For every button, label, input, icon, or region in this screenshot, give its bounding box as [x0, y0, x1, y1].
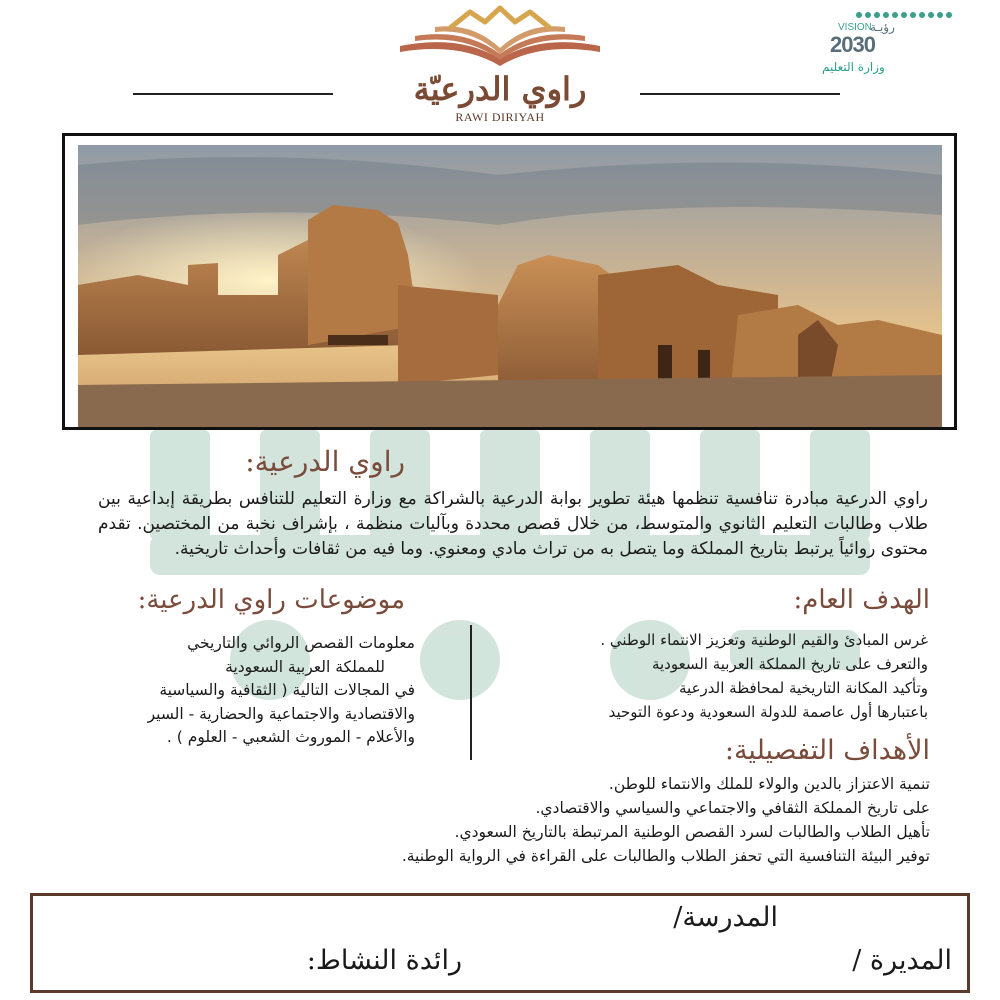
list-item: تأهيل الطلاب والطالبات لسرد القصص الوطنية المرتبطة بالتاريخ السعودي. [454, 823, 930, 841]
logo-english-text: RAWI DIRIYAH [455, 110, 545, 124]
list-item: توفير البيئة التنافسية التي تحفز الطلاب والطالبات على القراءة في الرواية الوطنية. [401, 847, 930, 865]
intro-title: راوي الدرعية: [245, 445, 405, 478]
list-item: وتأكيد المكانة التاريخية لمحافظة الدرعية [679, 679, 928, 697]
detailed-goals-list [230, 772, 930, 868]
vision-year: 2030 [830, 32, 875, 57]
diriyah-ruins-photo [78, 145, 942, 427]
list-item: تنمية الاعتزاز بالدين والولاء للملك والانتماء للوطن. [608, 775, 930, 793]
general-goal-title: الهدف العام: [793, 585, 930, 615]
topics-line: في المجالات التالية ( الثقافية والسياسية [159, 681, 415, 699]
header-rule-right [640, 93, 840, 95]
logo-arabic-text: راوي الدرعيّة [413, 70, 587, 108]
intro-paragraph: راوي الدرعية مبادرة تنافسية تنظمها هيئة تطوير بوابة الدرعية بالشراكة مع وزارة التعليم للتنافس بطريقة إبداعية بين طلاب وطالبات التعليم الثانوي والمتوسط، من خلال قصص محددة وبآليات منظمة ، بإشراف نخبة من المختصين. تقدم محتوى روائياً يرتبط بتاريخ المملكة وما يتصل به من تراث مادي ومعنوي. وما فيه من ثقافات وأحداث تاريخية. [98, 489, 928, 559]
topics-text [85, 632, 415, 750]
vision-label: VISION [838, 22, 872, 33]
general-goal-list [503, 628, 928, 724]
topics-line: للمملكة العربية السعودية [225, 657, 385, 676]
signature-box [30, 893, 970, 993]
ministry-name: وزارة التعليم [822, 60, 885, 74]
list-item: والتعرف على تاريخ المملكة العربية السعودية [651, 655, 928, 673]
list-item: باعتبارها أول عاصمة للدولة السعودية ودعوة التوحيد [608, 703, 928, 721]
topics-line: والأعلام - الموروث الشعبي - العلوم ) . [166, 728, 415, 746]
school-field-label: المدرسة/ [673, 902, 778, 933]
vision-arabic-label: رؤيـة [870, 20, 895, 34]
topics-title: موضوعات راوي الدرعية: [137, 585, 405, 615]
detailed-goals-title: الأهداف التفصيلية: [724, 735, 930, 766]
list-item: غرس المبادئ والقيم الوطنية وتعزيز الانتماء الوطني . [600, 631, 928, 649]
column-divider [470, 625, 472, 760]
topics-line: معلومات القصص الروائي والتاريخي [187, 634, 415, 652]
list-item: على تاريخ المملكة الثقافي والاجتماعي والسياسي والاقتصادي. [535, 799, 930, 817]
principal-field-label: المديرة / [852, 945, 952, 976]
topics-line: والاقتصادية والاجتماعية والحضارية - السير [147, 704, 415, 723]
activity-leader-field-label: رائدة النشاط: [306, 945, 462, 976]
header-rule-left [133, 93, 333, 95]
